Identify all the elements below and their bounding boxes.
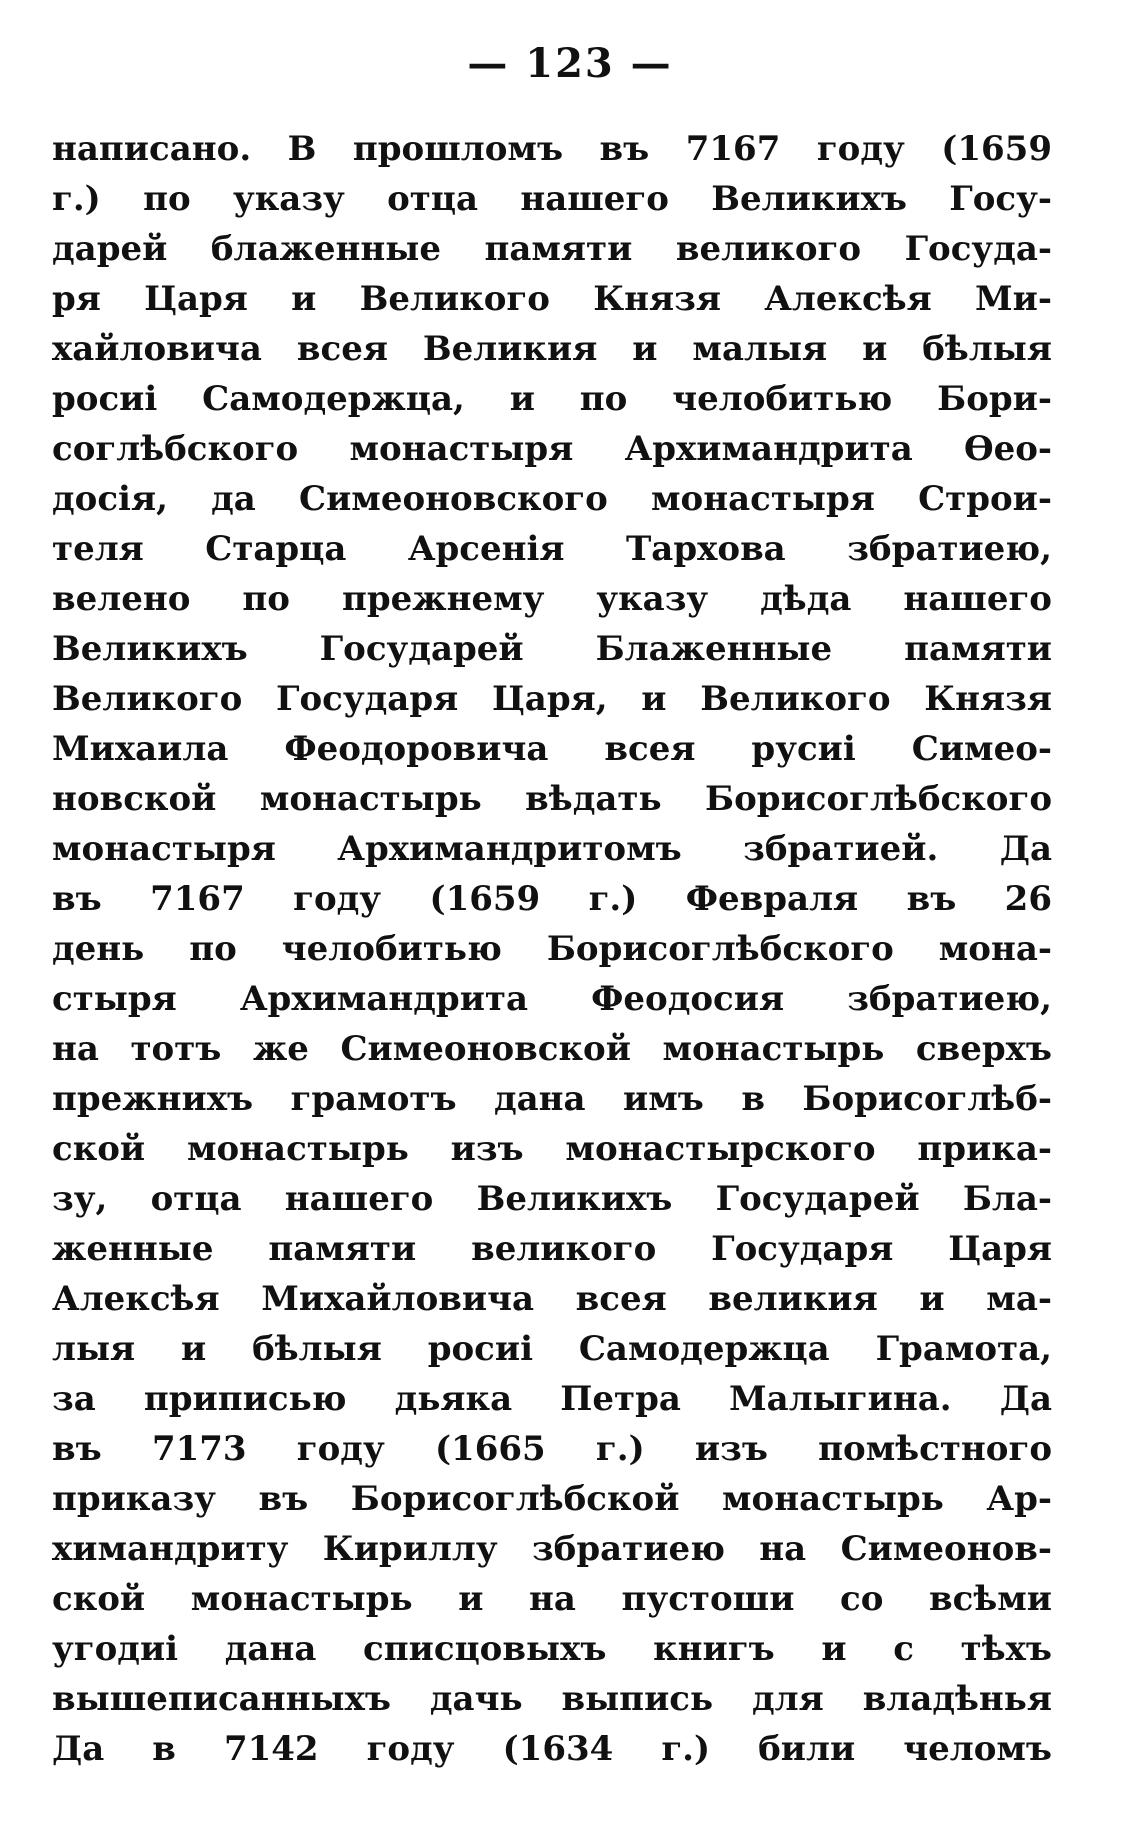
text-line: ской монастырь изъ монастырского прика- [52, 1129, 1052, 1169]
text-line: за приписью дьяка Петра Малыгина. Да [52, 1379, 1052, 1419]
text-line: въ 7173 году (1665 г.) изъ помѣстного [52, 1429, 1052, 1469]
text-line: угодиі дана списцовыхъ книгъ и с тѣхъ [52, 1629, 1052, 1669]
text-line: монастыря Архимандритомъ збратией. Да [52, 829, 1052, 869]
text-line: Михаила Феодоровича всея русиі Симео- [52, 729, 1052, 769]
text-line: велено по прежнему указу дѣда нашего [52, 579, 1052, 619]
text-line: написано. В прошломъ въ 7167 году (1659 [52, 129, 1052, 169]
text-line: Великого Государя Царя, и Великого Князя [52, 679, 1052, 719]
text-line: г.) по указу отца нашего Великихъ Госу- [52, 179, 1052, 219]
text-line: дарей блаженные памяти великого Госуда- [52, 229, 1052, 269]
text-line: хайловича всея Великия и малыя и бѣлыя [52, 329, 1052, 369]
page-number: — 123 — [467, 40, 673, 87]
text-line: прежнихъ грамотъ дана имъ в Борисоглѣб- [52, 1079, 1052, 1119]
text-line: Алексѣя Михайловича всея великия и ма- [52, 1279, 1052, 1319]
text-line: ря Царя и Великого Князя Алексѣя Ми- [52, 279, 1052, 319]
text-line: досія, да Симеоновского монастыря Строи- [52, 479, 1052, 519]
body-text [52, 124, 1052, 1774]
text-line: въ 7167 году (1659 г.) Февраля въ 26 [52, 879, 1052, 919]
text-line: лыя и бѣлыя росиі Самодержца Грамота, [52, 1329, 1052, 1369]
text-line: Великихъ Государей Блаженные памяти [52, 629, 1052, 669]
text-line: вышеписанныхъ дачь выпись для владѣнья [52, 1679, 1052, 1719]
text-line: на тотъ же Симеоновской монастырь сверхъ [52, 1029, 1052, 1069]
text-line: стыря Архимандрита Феодосия збратиею, [52, 979, 1052, 1019]
text-line: Да в 7142 году (1634 г.) били челомъ [52, 1729, 1052, 1769]
text-line: женные памяти великого Государя Царя [52, 1229, 1052, 1269]
text-line: ской монастырь и на пустоши со всѣми [52, 1579, 1052, 1619]
text-line: зу, отца нашего Великихъ Государей Бла- [52, 1179, 1052, 1219]
text-line: росиі Самодержца, и по челобитью Бори- [52, 379, 1052, 419]
text-line: приказу въ Борисоглѣбской монастырь Ар- [52, 1479, 1052, 1519]
text-line: теля Старца Арсенія Тархова збратиею, [52, 529, 1052, 569]
text-line: соглѣбского монастыря Архимандрита Ѳео- [52, 429, 1052, 469]
text-line: день по челобитью Борисоглѣбского мона- [52, 929, 1052, 969]
text-line: новской монастырь вѣдать Борисоглѣбского [52, 779, 1052, 819]
text-line: химандриту Кириллу збратиею на Симеонов- [52, 1529, 1052, 1569]
